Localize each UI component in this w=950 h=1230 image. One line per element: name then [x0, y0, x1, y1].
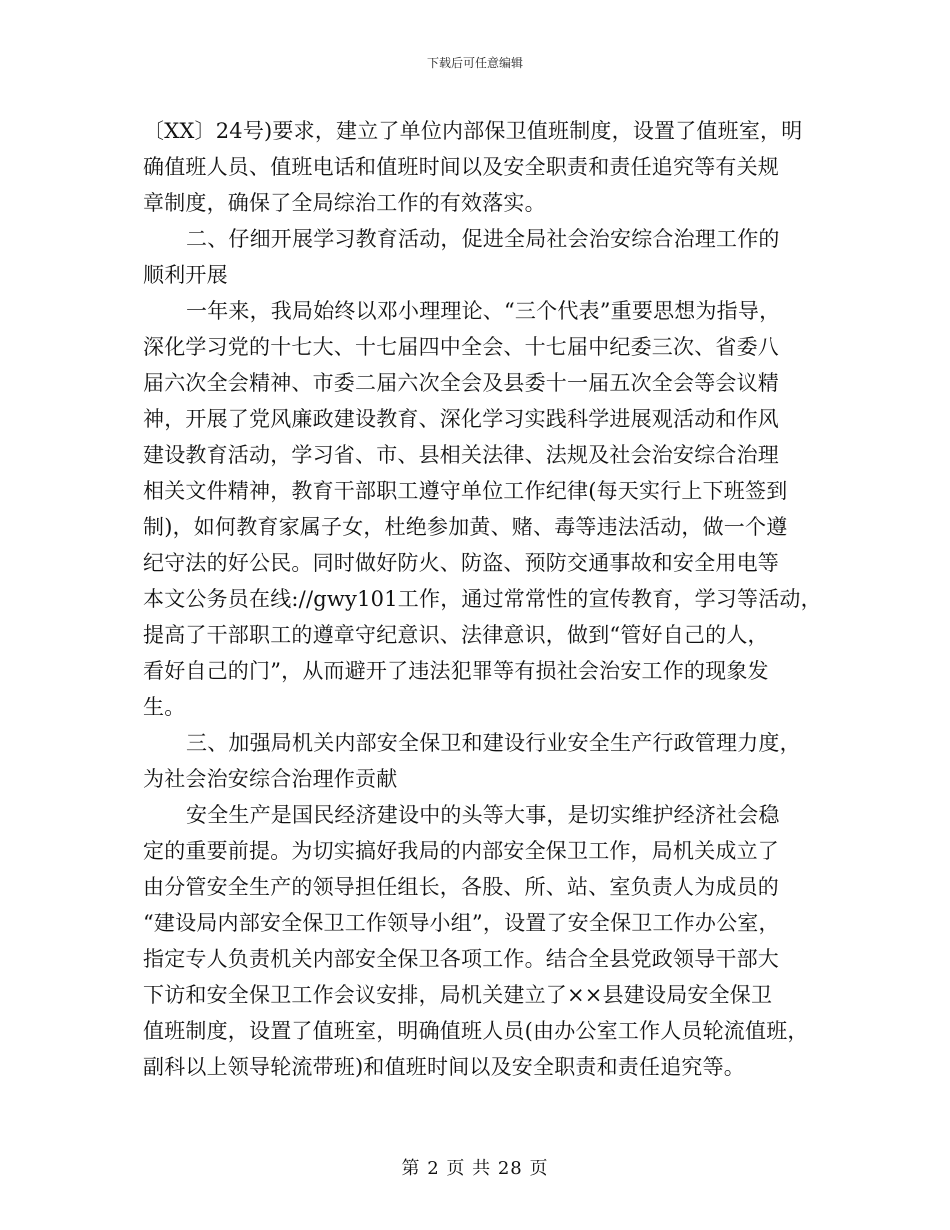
page-header-note: 下载后可任意编辑 — [426, 56, 523, 70]
document-body — [143, 113, 843, 1085]
text-line: 值班制度，设置了值班室，明确值班人员(由办公室工作人员轮流值班， — [143, 1019, 809, 1043]
text-line: 制)，如何教育家属子女，杜绝参加黄、赌、毒等违法活动，做一个遵 — [143, 515, 788, 539]
text-line: 副科以上领导轮流带班)和值班时间以及安全职责和责任追究等。 — [143, 1055, 745, 1079]
text-line: 届六次全会精神、市委二届六次全会及县委十一届五次全会等会议精 — [143, 371, 779, 395]
text-line: 本文公务员在线://gwy101工作，通过常常性的宣传教育，学习等活动， — [143, 587, 822, 611]
text-line: 下访和安全保卫工作会议安排，局机关建立了××县建设局安全保卫 — [143, 983, 773, 1007]
section-heading-continued: 为社会治安综合治理作贡献 — [143, 767, 398, 791]
text-line: 看好自己的门”，从而避开了违法犯罪等有损社会治安工作的现象发 — [143, 659, 769, 683]
text-line: 建设教育活动，学习省、市、县相关法律、法规及社会治安综合治理 — [143, 443, 779, 467]
section-heading: 二、仔细开展学习教育活动，促进全局社会治安综合治理工作的 — [186, 227, 780, 251]
text-line: 深化学习党的十七大、十七届四中全会、十七届中纪委三次、省委八 — [143, 335, 779, 359]
text-line: 纪守法的好公民。同时做好防火、防盗、预防交通事故和安全用电等 — [143, 551, 779, 575]
text-line: 神，开展了党风廉政建设教育、深化学习实践科学进展观活动和作风 — [143, 407, 779, 431]
text-line: 章制度，确保了全局综治工作的有效落实。 — [143, 191, 546, 215]
text-line: 由分管安全生产的领导担任组长，各股、所、站、室负责人为成员的 — [143, 875, 779, 899]
text-line: 确值班人员、值班电话和值班时间以及安全职责和责任追究等有关规 — [143, 155, 779, 179]
text-line: 〔XX〕24号)要求，建立了单位内部保卫值班制度，设置了值班室，明 — [143, 119, 803, 143]
text-line: 生。 — [143, 695, 186, 719]
text-line: 相关文件精神，教育干部职工遵守单位工作纪律(每天实行上下班签到 — [143, 479, 788, 503]
section-heading: 三、加强局机关内部安全保卫和建设行业安全生产行政管理力度， — [186, 731, 801, 755]
paragraph-start: 安全生产是国民经济建设中的头等大事，是切实维护经济社会稳 — [186, 803, 780, 827]
text-line: 提高了干部职工的遵章守纪意识、法律意识，做到“管好自己的人， — [143, 623, 769, 647]
text-line: 指定专人负责机关内部安全保卫各项工作。结合全县党政领导干部大 — [143, 947, 779, 971]
text-line: 定的重要前提。为切实搞好我局的内部安全保卫工作，局机关成立了 — [143, 839, 779, 863]
paragraph-start: 一年来，我局始终以邓小理理论、“三个代表”重要思想为指导， — [186, 299, 781, 323]
section-heading-continued: 顺利开展 — [143, 263, 228, 287]
page-number: 第 2 页 共 28 页 — [401, 1158, 549, 1179]
text-line: “建设局内部安全保卫工作领导小组”，设置了安全保卫工作办公室， — [143, 911, 780, 935]
